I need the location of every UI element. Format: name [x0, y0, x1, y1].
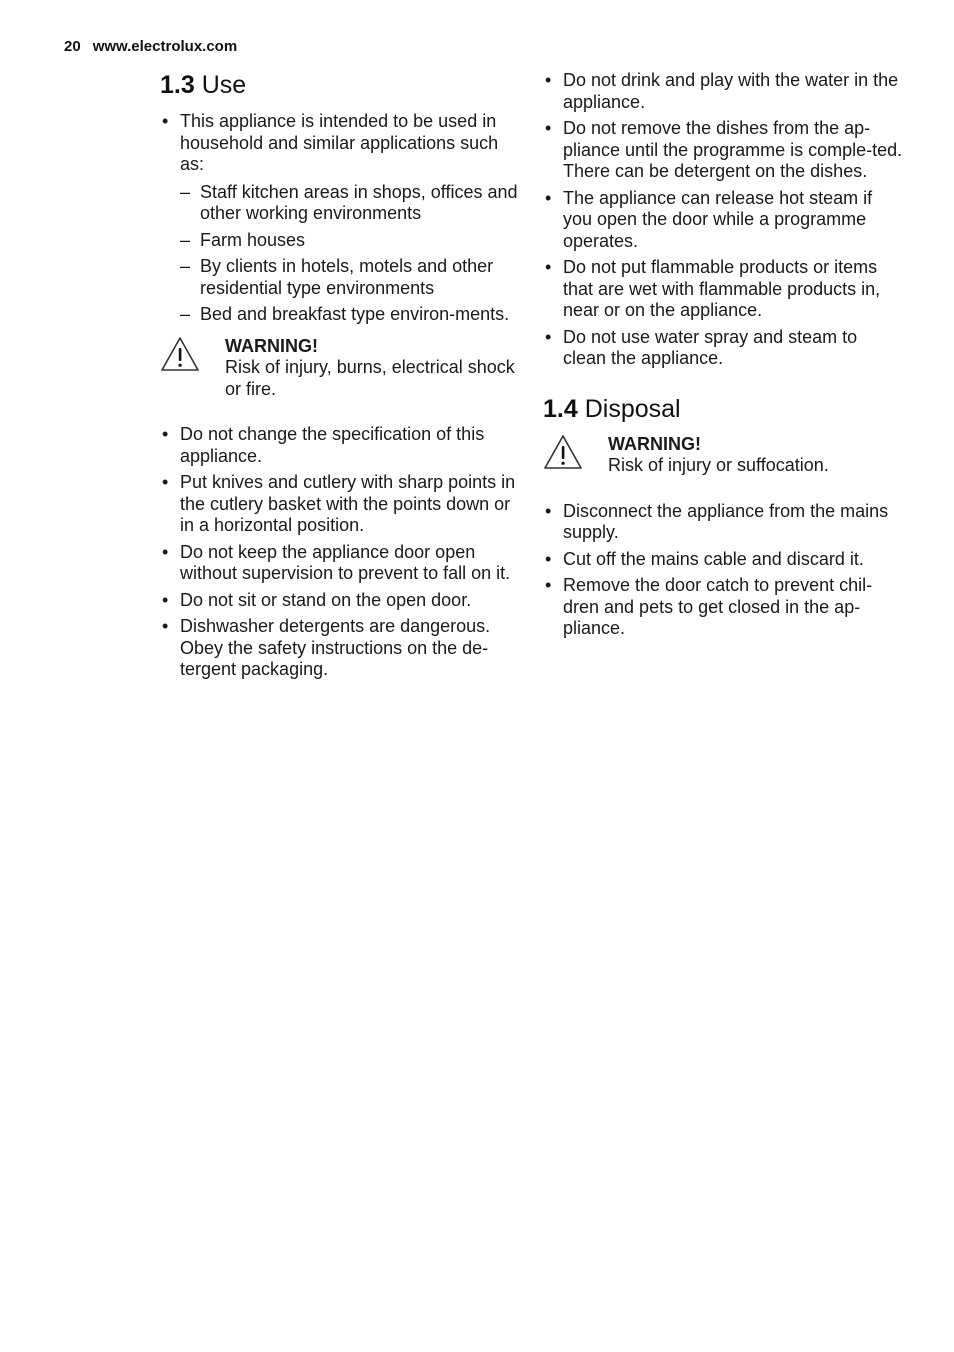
list-item: • Cut off the mains cable and discard it. [543, 549, 903, 571]
section-title: Use [201, 71, 247, 99]
use-rules-list-continued [543, 70, 903, 370]
warning-title: WARNING! [225, 335, 318, 356]
right-column [543, 70, 903, 645]
section-title: Disposal [584, 394, 681, 423]
list-item: – Farm houses [180, 230, 520, 252]
list-item: – Staff kitchen areas in shops, offices and other working environments [180, 182, 520, 225]
list-item: • Do not change the specification of this appliance. [160, 424, 520, 467]
section-number: 1.3 [160, 71, 195, 99]
warning-text: Risk of injury, burns, electrical shock or fire. [225, 357, 515, 399]
website-url: www.electrolux.com [92, 38, 238, 55]
usage-environments-list [180, 182, 520, 326]
list-item: • Put knives and cutlery with sharp points in the cutlery basket with the points down or in a horizontal position. [160, 472, 520, 537]
list-item: • Disconnect the appliance from the mains supply. [543, 501, 903, 544]
list-item [160, 111, 520, 326]
list-item: • Do not keep the appliance door open without supervision to prevent to fall on it. [160, 542, 520, 585]
page-number: 20 [64, 38, 81, 55]
warning-triangle-icon [543, 434, 583, 470]
warning-text: Risk of injury or suffocation. [608, 455, 829, 475]
list-item: • Do not use water spray and steam to clean the appliance. [543, 327, 903, 370]
disposal-list [543, 501, 903, 640]
section-heading-use [160, 68, 520, 102]
use-intro-list [160, 111, 520, 326]
intro-text: This appliance is intended to be used in household and similar applications such as: [180, 111, 499, 174]
page-header [64, 38, 237, 55]
list-item: • Remove the door catch to prevent chil-dren and pets to get closed in the ap-pliance. [543, 575, 903, 640]
list-item: • Do not put flammable products or items that are wet with flammable products in, near or on the appliance. [543, 257, 903, 322]
use-rules-list [160, 424, 520, 681]
list-item: – Bed and breakfast type environ-ments. [180, 304, 520, 326]
warning-block [160, 336, 520, 401]
list-item: • The appliance can release hot steam if you open the door while a programme operates. [543, 188, 903, 253]
list-item: • Do not drink and play with the water in the appliance. [543, 70, 903, 113]
section-heading-disposal [543, 392, 903, 426]
section-number: 1.4 [543, 394, 578, 423]
warning-block [543, 434, 903, 477]
list-item: • Do not remove the dishes from the ap-pliance until the programme is comple-ted. There can be detergent on the dishes. [543, 118, 903, 183]
warning-triangle-icon [160, 336, 200, 372]
list-item: • Do not sit or stand on the open door. [160, 590, 520, 612]
left-column [160, 68, 520, 686]
list-item: – By clients in hotels, motels and other residential type environments [180, 256, 520, 299]
list-item: • Dishwasher detergents are dangerous. Obey the safety instructions on the de-tergent packaging. [160, 616, 520, 681]
warning-title: WARNING! [608, 433, 701, 454]
